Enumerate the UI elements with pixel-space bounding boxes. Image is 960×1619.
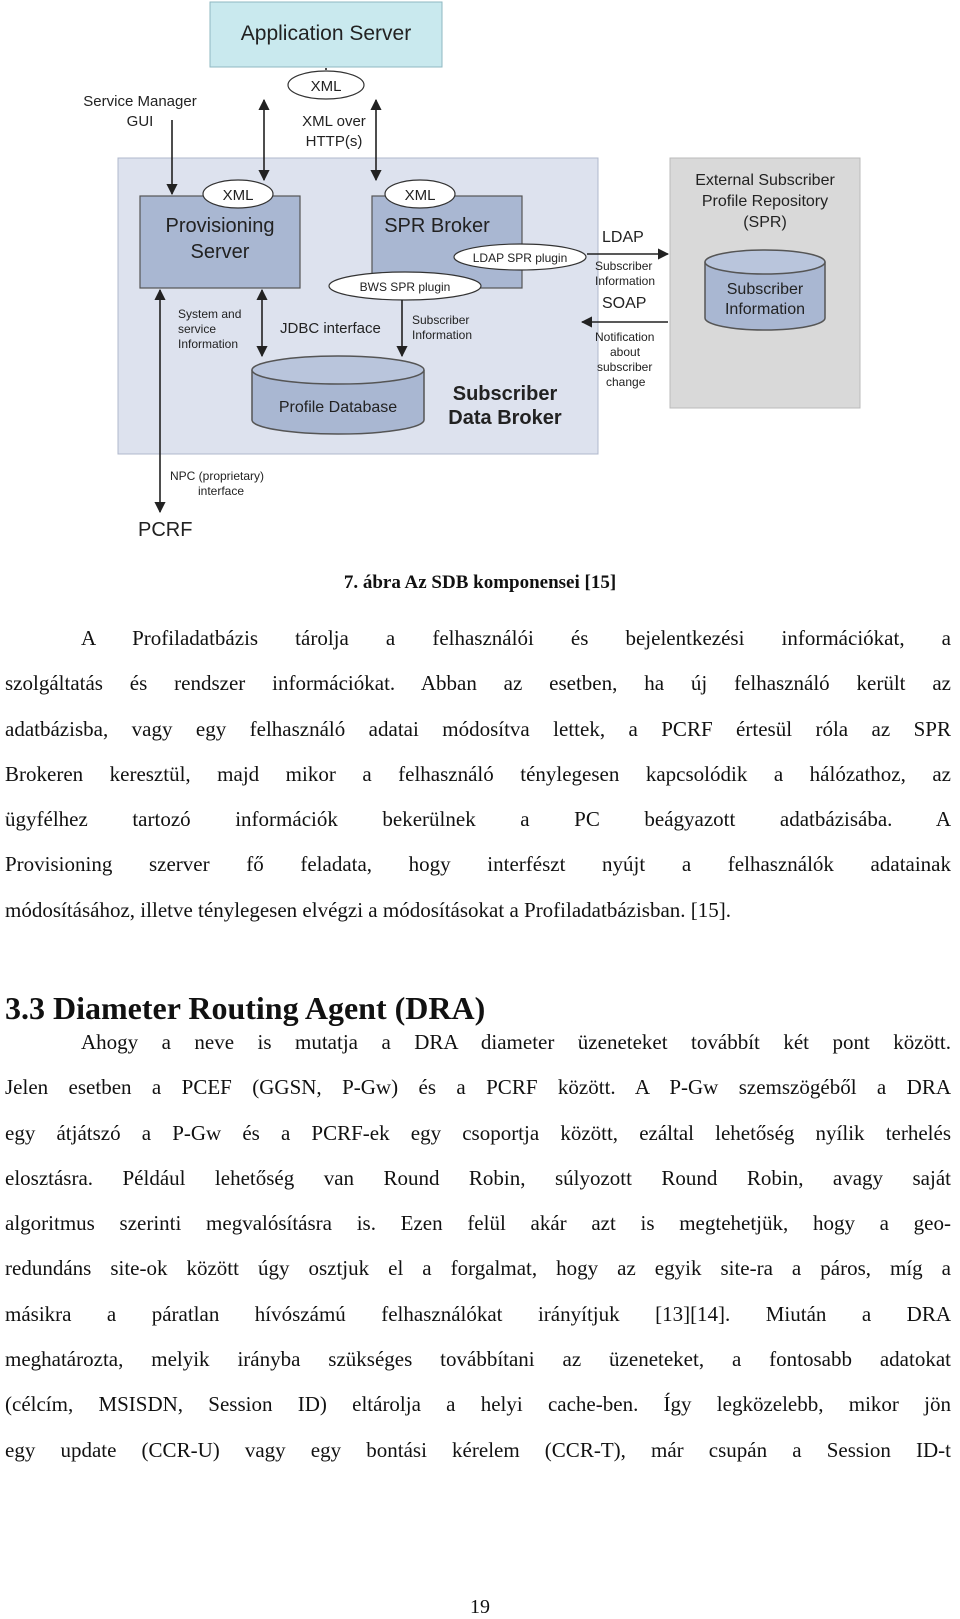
subscriber-info-inner-label-2: Information: [412, 328, 473, 342]
text-line: redundáns site-ok között úgy osztjuk el a forgalmat, hogy az egyik site-ra a páros, míg a: [5, 1256, 951, 1281]
paragraph-2: [5, 1020, 951, 1473]
profile-database-cylinder: [252, 356, 424, 434]
npc-label-1: NPC (proprietary): [170, 469, 265, 483]
text-line: módosításához, illetve ténylegesen elvégzi a módosításokat a Profiladatbázisban. [15].: [5, 897, 732, 922]
soap-label: SOAP: [602, 295, 647, 312]
sdb-components-diagram: [0, 0, 960, 560]
text-line: A Profiladatbázis tárolja a felhasználói és bejelentkezési információkat, a: [81, 626, 951, 650]
paragraph-1: [5, 616, 951, 933]
provisioning-label-2: Server: [190, 241, 250, 263]
application-server-label: Application Server: [240, 22, 412, 45]
service-manager-label-1: Service Manager: [83, 93, 197, 110]
sdb-label-2: Data Broker: [448, 407, 562, 429]
system-info-label-1: System and: [178, 307, 242, 321]
notification-label-4: change: [606, 375, 646, 389]
jdbc-label: JDBC interface: [280, 320, 381, 337]
external-spr-label-2: Profile Repository: [701, 193, 829, 210]
notification-label-3: subscriber: [597, 360, 653, 374]
subscriber-info-outer-label-2: Information: [595, 274, 656, 288]
profile-database-label: Profile Database: [278, 399, 398, 416]
spr-broker-label: SPR Broker: [384, 215, 490, 237]
text-line: Jelen esetben a PCEF (GGSN, P-Gw) és a PCRF között. A P-Gw szemszögéből a DRA: [5, 1075, 951, 1100]
system-info-label-3: Information: [178, 337, 239, 351]
text-line: Ahogy a neve is mutatja a DRA diameter üzeneteket továbbít két pont között.: [81, 1030, 951, 1054]
section-heading: 3.3 Diameter Routing Agent (DRA): [5, 990, 486, 1026]
ldap-plugin-label: LDAP SPR plugin: [472, 251, 568, 265]
xml-provisioning-label: XML: [222, 187, 254, 204]
sdb-label-1: Subscriber: [452, 383, 558, 405]
system-info-label-2: service: [178, 322, 217, 336]
subscriber-information-db-label-1: Subscriber: [726, 281, 804, 298]
page-number: 19: [470, 1596, 490, 1618]
xml-over-http-label-1: XML over: [302, 113, 366, 130]
notification-label-1: Notification: [595, 330, 655, 344]
text-line: (célcím, MSISDN, Session ID) eltárolja a helyi cache-ben. Így legközelebb, mikor jön: [5, 1392, 951, 1417]
subscriber-info-inner-label-1: Subscriber: [412, 313, 470, 327]
npc-label-2: interface: [198, 484, 245, 498]
ldap-label: LDAP: [602, 229, 644, 246]
bws-plugin-label: BWS SPR plugin: [359, 280, 451, 294]
text-line: Provisioning szerver fő feladata, hogy interfészt nyújt a felhasználók adatainak: [5, 852, 951, 877]
text-line: egy átjátszó a P-Gw és a PCRF-ek egy csoportja között, ezáltal lehetőség nyílik terhelés: [5, 1120, 951, 1145]
text-line: meghatározta, melyik irányba szükséges továbbítani az üzeneteket, a fontosabb adatokat: [5, 1347, 951, 1372]
text-line: szolgáltatás és rendszer információkat. Abban az esetben, ha új felhasználó került az: [5, 671, 951, 696]
service-manager-label-2: GUI: [126, 113, 154, 130]
text-line: egy update (CCR-U) vagy egy bontási kérelem (CCR-T), már csupán a Session ID-t: [5, 1437, 951, 1462]
figure-caption: 7. ábra Az SDB komponensei [15]: [343, 572, 617, 593]
provisioning-label-1: Provisioning: [165, 215, 275, 237]
external-spr-label-3: (SPR): [743, 214, 787, 231]
text-line: adatbázisba, vagy egy felhasználó adatai módosítva lettek, a PCRF értesül róla az SPR: [5, 716, 951, 741]
subscriber-info-outer-label-1: Subscriber: [595, 259, 653, 273]
external-spr-label-1: External Subscriber: [695, 172, 835, 189]
text-line: ügyfélhez tartozó információk bekerülnek a PC beágyazott adatbázisába. A: [5, 807, 951, 832]
xml-spr-label: XML: [404, 187, 436, 204]
pcrf-label: PCRF: [138, 519, 193, 541]
text-line: elosztásra. Például lehetőség van Round Robin, súlyozott Round Robin, avagy saját: [5, 1165, 951, 1190]
xml-over-http-label-2: HTTP(s): [305, 133, 363, 150]
subscriber-information-db-label-2: Information: [724, 301, 806, 318]
text-line: algoritmus szerinti megvalósításra is. Ezen felül akár azt is megtehetjük, hogy a geo-: [5, 1211, 951, 1236]
notification-label-2: about: [610, 345, 641, 359]
text-line: másikra a páratlan hívószámú felhasználókat irányítjuk [13][14]. Miután a DRA: [5, 1301, 951, 1326]
text-line: Brokeren keresztül, majd mikor a felhasználó ténylegesen kapcsolódik a hálózathoz, az: [5, 761, 951, 786]
xml-top-label: XML: [310, 78, 342, 95]
